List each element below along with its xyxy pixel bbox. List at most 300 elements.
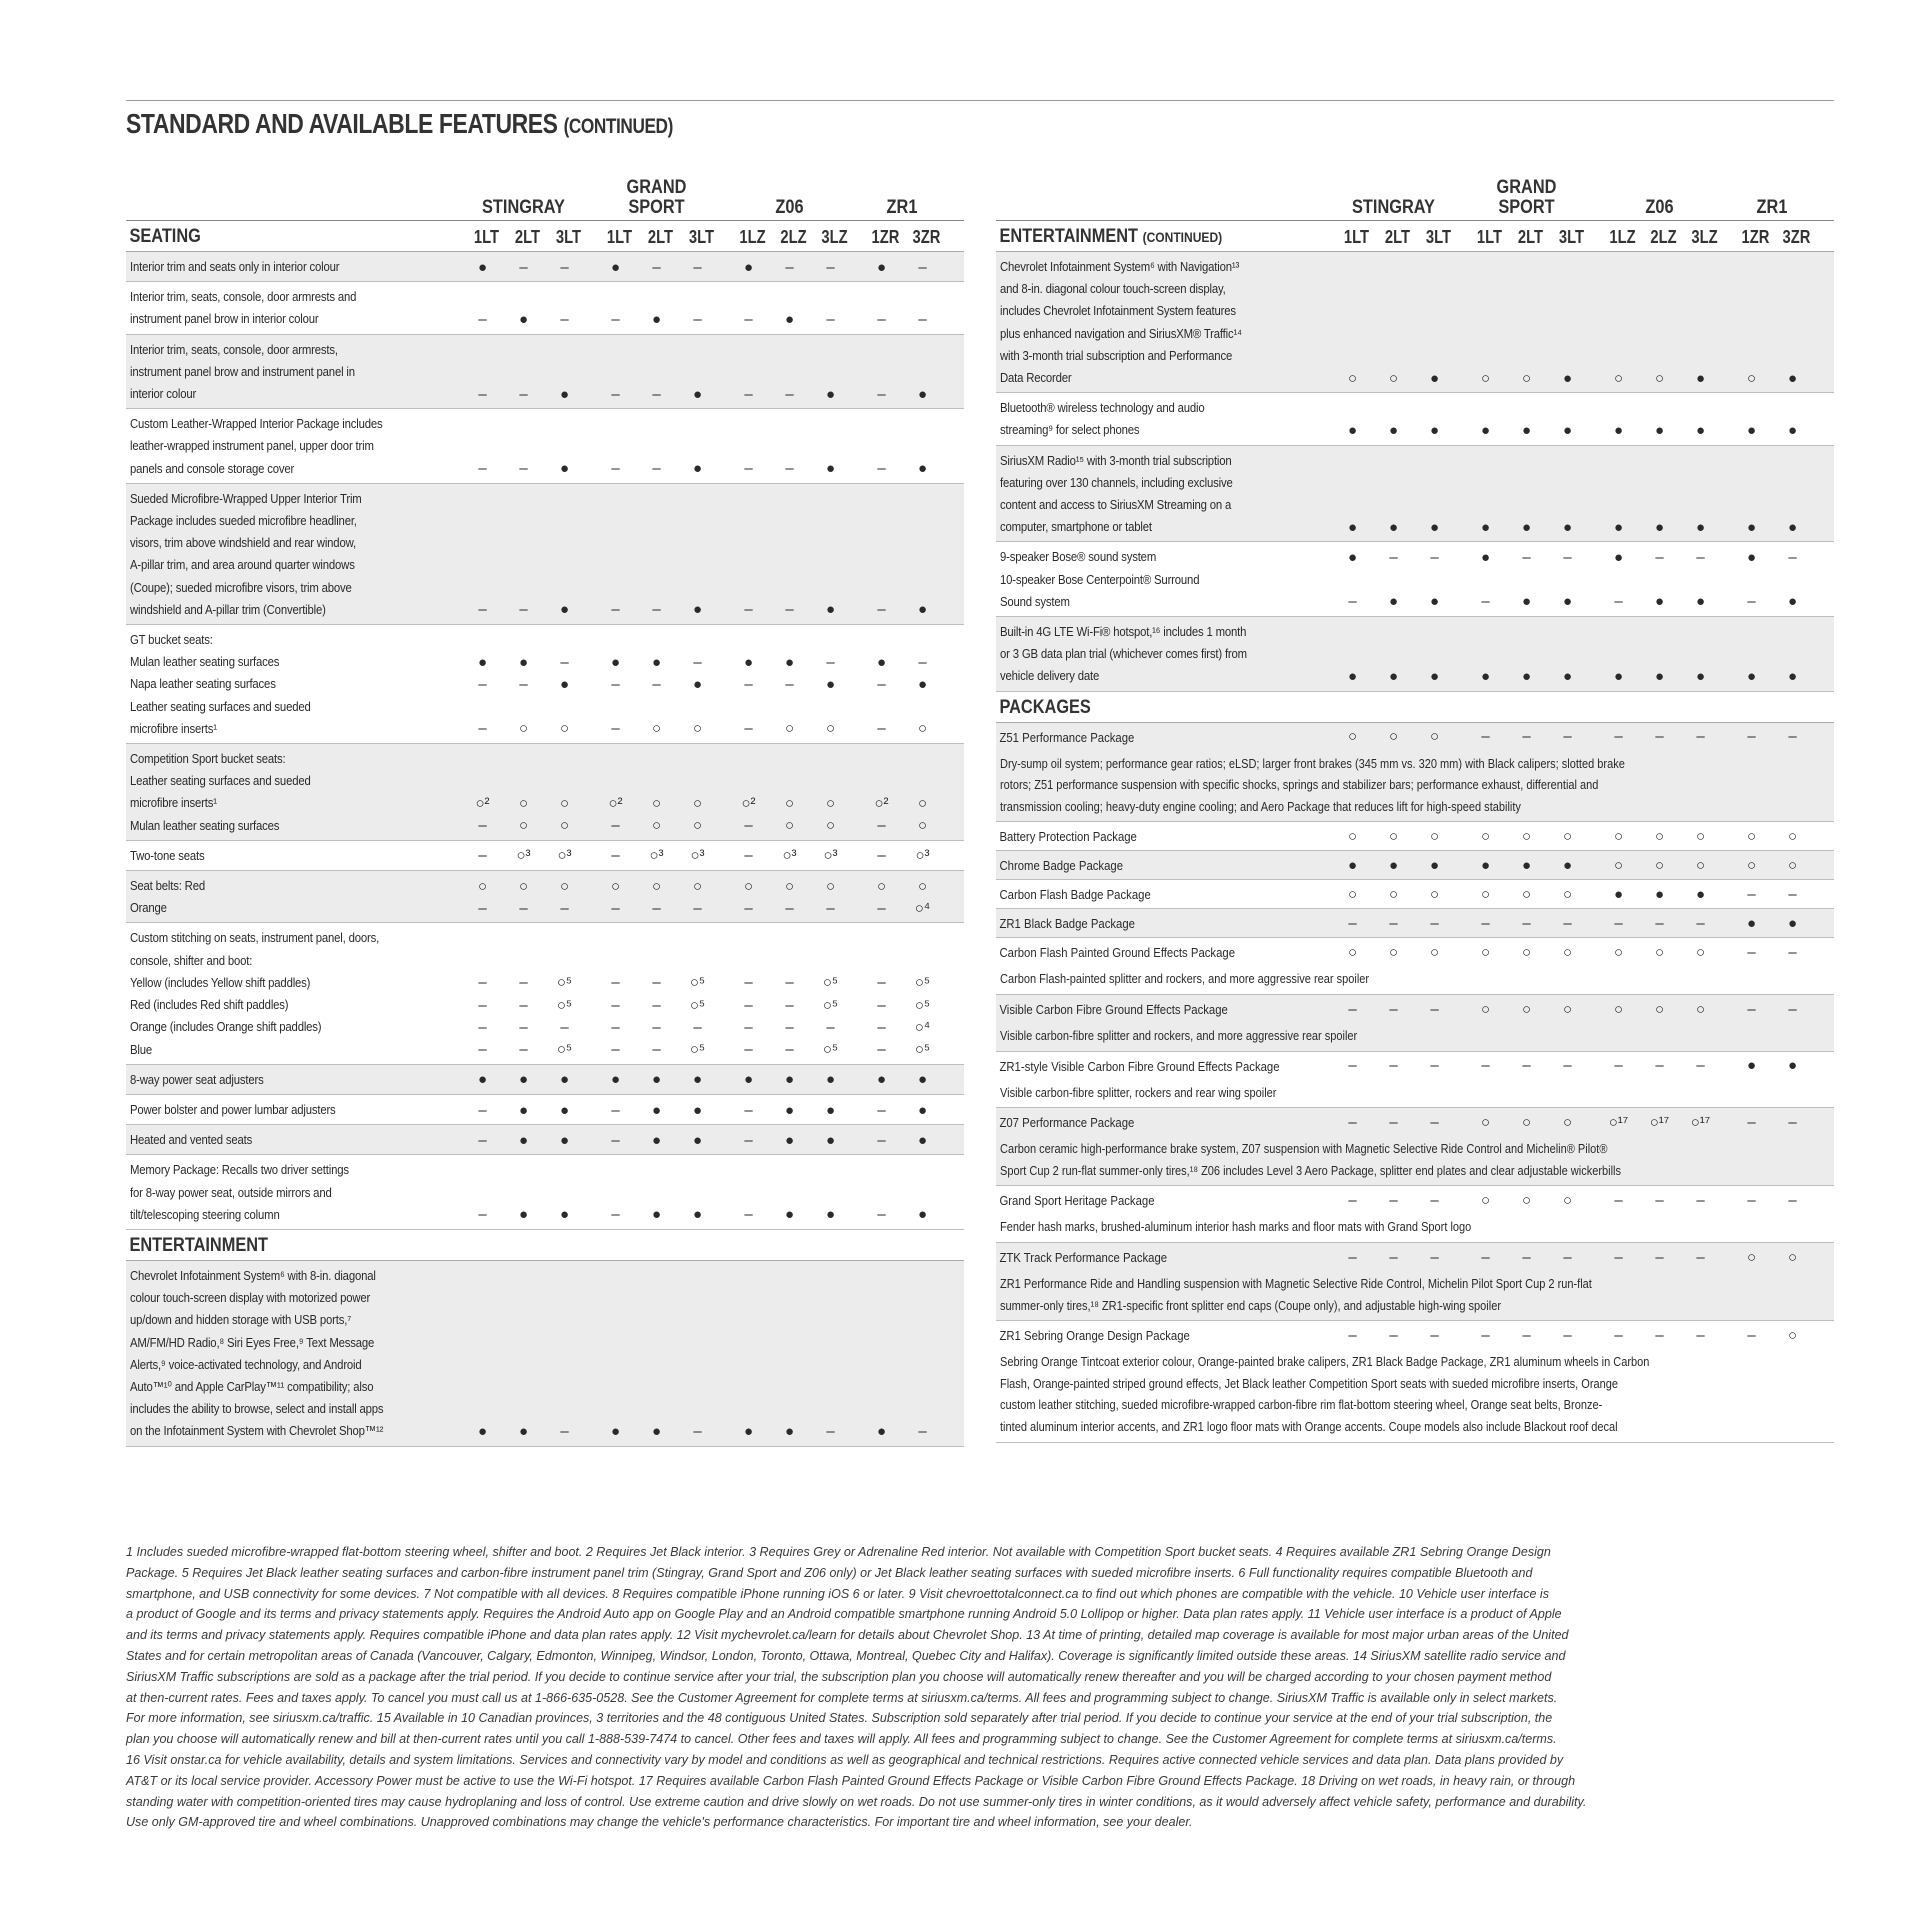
availability-cell: – xyxy=(785,460,794,478)
availability-cell: ● xyxy=(1347,856,1358,874)
feature-label xyxy=(126,1261,462,1446)
feature-cells xyxy=(462,409,943,483)
availability-cell: – xyxy=(918,653,927,671)
availability-cell: ○ xyxy=(1388,943,1399,961)
availability-cell: ● xyxy=(825,1206,836,1224)
availability-cell: ○ xyxy=(1480,369,1491,387)
feature-text: Blue xyxy=(130,1041,153,1057)
package-head xyxy=(996,1108,1834,1136)
feature-text: Chevrolet Infotainment System⁶ with Navigation¹³ xyxy=(1000,259,1240,274)
availability-cell: ● xyxy=(1388,593,1399,611)
availability-cell: ● xyxy=(784,311,795,329)
availability-cell: – xyxy=(1614,1248,1623,1266)
availability-cell: – xyxy=(1430,1191,1439,1209)
package-name: ZR1-style Visible Carbon Fibre Ground Effects Package xyxy=(999,1058,1280,1074)
availability-cell: – xyxy=(744,311,753,329)
availability-cell: ● xyxy=(1695,668,1706,686)
right-feature-table xyxy=(996,170,1834,1443)
feature-label xyxy=(996,617,1332,691)
availability-cell: ● xyxy=(876,1422,887,1440)
package-description xyxy=(996,1023,1834,1051)
availability-cell: – xyxy=(1696,1248,1705,1266)
availability-cell: – xyxy=(478,996,487,1014)
cell-line xyxy=(462,1069,943,1091)
availability-cell: – xyxy=(1655,728,1664,746)
availability-cell: ○ xyxy=(1429,885,1440,903)
availability-cell: – xyxy=(478,676,487,694)
availability-cell: ● xyxy=(825,460,836,478)
availability-cell: ○ xyxy=(1562,827,1573,845)
availability-cell: – xyxy=(611,847,620,865)
availability-cell: ● xyxy=(1654,518,1665,536)
feature-text: GT bucket seats: xyxy=(130,632,213,648)
package-cells xyxy=(1332,880,1813,908)
availability-cell: ● xyxy=(518,1101,529,1119)
feature-text: Interior trim, seats, console, door armrests, xyxy=(130,341,338,357)
availability-cell: – xyxy=(1614,1191,1623,1209)
availability-cell: ● xyxy=(825,601,836,619)
availability-cell: ● xyxy=(651,1422,662,1440)
cell-line xyxy=(462,972,943,994)
feature-label xyxy=(996,252,1332,392)
package-description xyxy=(996,1136,1834,1185)
package-description-line: Fender hash marks, brushed-aluminum interior hash marks and floor mats with Grand Sport logo xyxy=(1000,1219,1472,1235)
availability-cell: ○ xyxy=(1654,1000,1665,1018)
availability-cell: ● xyxy=(518,1131,529,1149)
availability-cell: ● xyxy=(518,653,529,671)
cell-line xyxy=(462,994,943,1016)
availability-cell: ○ xyxy=(1521,369,1532,387)
feature-label xyxy=(126,282,462,333)
column-header xyxy=(996,220,1834,252)
package-description-line: Carbon Flash-painted splitter and rockers, and more aggressive rear spoiler xyxy=(1000,971,1370,987)
availability-cell: ○ xyxy=(825,817,836,835)
availability-cell: ● xyxy=(1654,885,1665,903)
availability-cell: ● xyxy=(1521,856,1532,874)
page-title xyxy=(126,108,673,140)
availability-cell: ● xyxy=(743,1422,754,1440)
availability-cell: – xyxy=(1563,1057,1572,1075)
availability-cell: ○² xyxy=(608,795,623,813)
trim-label: 2LZ xyxy=(780,227,807,247)
footnote-line: plan you choose will automatically renew and bill at then-current rates until you call 1-888-539-7474 to cancel. Other fees and taxes will apply. All fees and programming subject to change. See the Customer Agreement for complete terms at siriusxm.ca/terms. xyxy=(126,1732,1557,1747)
availability-cell: ● xyxy=(825,385,836,403)
availability-cell: ● xyxy=(743,1071,754,1089)
package-row xyxy=(996,851,1834,880)
feature-text: Yellow (includes Yellow shift paddles) xyxy=(130,974,311,990)
availability-cell: ● xyxy=(825,1101,836,1119)
cell-line-empty xyxy=(462,748,943,770)
availability-cell: ● xyxy=(876,258,887,276)
availability-cell: ○ xyxy=(1562,1191,1573,1209)
feature-row xyxy=(996,252,1834,393)
availability-cell: ○ xyxy=(559,877,570,895)
feature-row xyxy=(126,409,964,484)
availability-cell: – xyxy=(918,311,927,329)
availability-cell: – xyxy=(560,311,569,329)
cell-line xyxy=(462,1099,943,1121)
availability-cell: – xyxy=(785,996,794,1014)
availability-cell: – xyxy=(519,996,528,1014)
feature-cells xyxy=(1332,446,1813,542)
availability-cell: – xyxy=(1522,728,1531,746)
feature-cells xyxy=(462,923,943,1063)
availability-cell: ○ xyxy=(1654,827,1665,845)
availability-cell: – xyxy=(1788,885,1797,903)
footnote-line: Package. 5 Requires Jet Black leather seating surfaces and carbon-fibre instrument panel trim (Stingray, Grand Sport and Z06 only) or Jet Black leather seating surfaces with sueded microfibre inserts. 6 Full functionality requires compatible Bluetooth and xyxy=(126,1565,1533,1580)
package-row xyxy=(996,723,1834,823)
availability-cell: ● xyxy=(1347,518,1358,536)
feature-text: colour touch-screen display with motorized power xyxy=(130,1290,371,1306)
availability-cell: ● xyxy=(1654,593,1665,611)
availability-cell: – xyxy=(478,385,487,403)
availability-cell: ○⁵ xyxy=(914,996,931,1014)
availability-cell: – xyxy=(877,385,886,403)
availability-cell: – xyxy=(478,1018,487,1036)
availability-cell: – xyxy=(560,899,569,917)
availability-cell: ○ xyxy=(1654,943,1665,961)
feature-text: includes Chevrolet Infotainment System features xyxy=(1000,303,1236,319)
availability-cell: – xyxy=(693,1422,702,1440)
footnote-line: SiriusXM Traffic subscriptions are sold as a package after the trial period. If you decide to continue service after your trial, the subscription plan you choose will automatically renew thereafter and you will be charged according to your chosen payment method xyxy=(126,1669,1552,1684)
package-description-line: Visible carbon-fibre splitter, rockers and rear wing spoiler xyxy=(1000,1084,1277,1100)
availability-cell: – xyxy=(1696,1326,1705,1344)
package-name: ZTK Track Performance Package xyxy=(999,1250,1168,1265)
availability-cell: – xyxy=(478,1101,487,1119)
page-title-continued: (CONTINUED) xyxy=(563,115,673,138)
availability-cell: ● xyxy=(1521,422,1532,440)
group-header xyxy=(126,170,964,220)
availability-cell: ● xyxy=(1695,422,1706,440)
availability-cell: – xyxy=(744,847,753,865)
availability-cell: ● xyxy=(1787,369,1798,387)
feature-text: Heated and vented seats xyxy=(130,1132,253,1148)
group-label-sport: SPORT xyxy=(628,197,685,218)
availability-cell: ● xyxy=(1746,518,1757,536)
feature-text: for 8-way power seat, outside mirrors and xyxy=(130,1184,332,1200)
availability-cell: ○⁵ xyxy=(556,996,573,1014)
entertainment-section-header xyxy=(126,1230,964,1261)
availability-cell: ○³ xyxy=(557,847,572,865)
package-row xyxy=(996,1108,1834,1186)
availability-cell: – xyxy=(1614,593,1623,611)
availability-cell: ○ xyxy=(1613,943,1624,961)
availability-cell: ○⁵ xyxy=(556,974,573,992)
package-description-line: Sebring Orange Tintcoat exterior colour, Orange-painted brake calipers, ZR1 Black Badge Package, ZR1 aluminum wheels in Carbon xyxy=(1000,1354,1650,1370)
package-description-line: Flash, Orange-painted striped ground effects, Jet Black leather Competition Sport seats with sueded microfibre inserts, Orange xyxy=(1000,1375,1618,1391)
availability-cell: – xyxy=(1430,1000,1439,1018)
feature-cells xyxy=(462,484,943,624)
availability-cell: ● xyxy=(917,1071,928,1089)
availability-cell: ● xyxy=(1521,668,1532,686)
availability-cell: ○ xyxy=(1521,943,1532,961)
section-title-continued: (CONTINUED) xyxy=(1142,229,1223,245)
availability-cell: ● xyxy=(651,311,662,329)
footnote-line: and its terms and privacy statements apply. Requires compatible iPhone and data plan rates apply. 12 Visit mychevrolet.ca/learn for details about Chevrolet Shop. 13 At time of printing, detailed map coverage is available for most major urban areas of the United xyxy=(126,1628,1569,1643)
availability-cell: ○ xyxy=(1347,728,1358,746)
availability-cell: ● xyxy=(1480,518,1491,536)
availability-cell: ○ xyxy=(876,877,887,895)
feature-text: content and access to SiriusXM Streaming on a xyxy=(1000,497,1232,513)
top-rule xyxy=(126,100,1834,101)
availability-cell: ● xyxy=(1429,593,1440,611)
availability-cell: – xyxy=(1348,1248,1357,1266)
feature-row xyxy=(126,252,964,282)
availability-cell: ○ xyxy=(917,720,928,738)
feature-text: Memory Package: Recalls two driver settings xyxy=(130,1162,349,1178)
feature-label xyxy=(126,625,462,743)
feature-cells xyxy=(462,282,943,333)
availability-cell: ○ xyxy=(1695,943,1706,961)
availability-cell: – xyxy=(1389,1113,1398,1131)
package-description xyxy=(996,1349,1834,1441)
availability-cell: ● xyxy=(1521,518,1532,536)
availability-cell: ● xyxy=(1562,518,1573,536)
availability-cell: – xyxy=(744,1041,753,1059)
availability-cell: ○ xyxy=(692,877,703,895)
availability-cell: – xyxy=(519,601,528,619)
availability-cell: – xyxy=(611,1018,620,1036)
availability-cell: ○ xyxy=(1347,943,1358,961)
availability-cell: ○ xyxy=(1787,1248,1798,1266)
feature-row xyxy=(126,484,964,625)
package-name: ZR1 Black Badge Package xyxy=(999,916,1135,932)
availability-cell: ○³ xyxy=(649,847,664,865)
feature-text: instrument panel brow in interior colour xyxy=(130,311,319,327)
availability-cell: ○ xyxy=(1347,885,1358,903)
availability-cell: ● xyxy=(692,1206,703,1224)
availability-cell: ● xyxy=(692,1131,703,1149)
feature-text: console, shifter and boot: xyxy=(130,952,253,968)
availability-cell: ○ xyxy=(743,877,754,895)
availability-cell: ● xyxy=(1562,668,1573,686)
package-name: Chrome Badge Package xyxy=(999,858,1124,874)
package-description-line: Dry-sump oil system; performance gear ratios; eLSD; larger front brakes (345 mm vs. 320 mm) with Black calipers; slotted brake xyxy=(1000,755,1625,771)
availability-cell: ● xyxy=(1562,856,1573,874)
cell-line-empty xyxy=(462,770,943,792)
availability-cell: ● xyxy=(1388,518,1399,536)
availability-cell: ● xyxy=(692,1101,703,1119)
package-row xyxy=(996,1321,1834,1442)
availability-cell: – xyxy=(1348,914,1357,932)
packages-section-header xyxy=(996,692,1834,723)
availability-cell: – xyxy=(1481,1326,1490,1344)
cell-line xyxy=(462,845,943,867)
availability-cell: – xyxy=(1481,593,1490,611)
availability-cell: ● xyxy=(743,653,754,671)
availability-cell: ● xyxy=(1562,593,1573,611)
package-head xyxy=(996,1243,1834,1271)
availability-cell: ○⁵ xyxy=(689,974,706,992)
availability-cell: ● xyxy=(1746,422,1757,440)
cell-line xyxy=(1332,516,1813,538)
feature-row xyxy=(126,871,964,923)
availability-cell: ● xyxy=(917,385,928,403)
availability-cell: – xyxy=(1522,549,1531,567)
feature-label xyxy=(126,744,462,840)
availability-cell: – xyxy=(877,311,886,329)
availability-cell: ○² xyxy=(475,795,490,813)
availability-cell: ● xyxy=(784,1206,795,1224)
availability-cell: ● xyxy=(784,1422,795,1440)
feature-text: microfibre inserts¹ xyxy=(130,720,217,736)
availability-cell: ● xyxy=(1695,593,1706,611)
availability-cell: ○ xyxy=(1480,943,1491,961)
feature-text: Two-tone seats xyxy=(130,847,205,863)
availability-cell: – xyxy=(560,653,569,671)
availability-cell: ○ xyxy=(1480,1113,1491,1131)
availability-cell: ● xyxy=(1388,668,1399,686)
package-row xyxy=(996,880,1834,909)
availability-cell: – xyxy=(1348,1113,1357,1131)
package-head xyxy=(996,851,1834,879)
section-title-text: ENTERTAINMENT xyxy=(999,226,1139,247)
cell-line-empty xyxy=(462,696,943,718)
availability-cell: – xyxy=(744,996,753,1014)
feature-text: Auto™¹⁰ and Apple CarPlay™¹¹ compatibility; also xyxy=(130,1378,374,1394)
availability-cell: – xyxy=(1655,1057,1664,1075)
availability-cell: – xyxy=(744,720,753,738)
cell-line-empty xyxy=(462,950,943,972)
footnote-line: standing water with competition-oriented tires may cause hydroplaning and loss of control. Use extreme caution and drive slowly on wet roads. Do not use summer-only tires in winter conditions, as it would adversely affect vehicle safety, performance and durability. xyxy=(126,1794,1587,1809)
availability-cell: ● xyxy=(477,1422,488,1440)
cell-line xyxy=(462,673,943,695)
feature-text: streaming⁹ for select phones xyxy=(1000,422,1140,438)
package-row xyxy=(996,938,1834,995)
availability-cell: – xyxy=(652,996,661,1014)
package-name: Grand Sport Heritage Package xyxy=(999,1193,1155,1209)
availability-cell: – xyxy=(877,847,886,865)
feature-cells xyxy=(462,871,943,922)
availability-cell: – xyxy=(877,1131,886,1149)
availability-cell: ○¹⁷ xyxy=(1690,1113,1711,1131)
package-row xyxy=(996,1052,1834,1109)
package-head xyxy=(996,880,1834,908)
availability-cell: – xyxy=(1389,549,1398,567)
availability-cell: ○³ xyxy=(516,847,531,865)
availability-cell: – xyxy=(652,676,661,694)
availability-cell: ○ xyxy=(825,795,836,813)
availability-cell: – xyxy=(1430,549,1439,567)
feature-cells xyxy=(1332,252,1813,392)
availability-cell: – xyxy=(519,1018,528,1036)
group-label-zr1: ZR1 xyxy=(886,197,918,218)
availability-cell: ○⁴ xyxy=(914,899,931,917)
availability-cell: – xyxy=(1348,1326,1357,1344)
availability-cell: ● xyxy=(651,1206,662,1224)
availability-cell: ○ xyxy=(784,720,795,738)
availability-cell: – xyxy=(652,460,661,478)
availability-cell: – xyxy=(560,258,569,276)
feature-text: vehicle delivery date xyxy=(1000,668,1100,684)
availability-cell: – xyxy=(478,1206,487,1224)
availability-cell: – xyxy=(1747,728,1756,746)
availability-cell: ● xyxy=(917,1206,928,1224)
availability-cell: ● xyxy=(1429,668,1440,686)
package-head xyxy=(996,1052,1834,1080)
feature-cells xyxy=(462,1125,943,1154)
feature-text: Interior trim and seats only in interior colour xyxy=(130,259,340,274)
availability-cell: – xyxy=(478,1131,487,1149)
package-row xyxy=(996,995,1834,1052)
availability-cell: ● xyxy=(1429,369,1440,387)
availability-cell: ● xyxy=(518,311,529,329)
availability-cell: – xyxy=(519,899,528,917)
availability-cell: ○ xyxy=(1480,1000,1491,1018)
availability-cell: – xyxy=(877,720,886,738)
cell-line xyxy=(462,897,943,919)
availability-cell: ● xyxy=(559,1131,570,1149)
availability-cell: – xyxy=(652,1041,661,1059)
package-description-line: transmission cooling; heavy-duty engine cooling; and Aero Package that reduces lift for high-speed stability xyxy=(1000,798,1521,814)
cell-line xyxy=(1332,665,1813,687)
availability-cell: ○ xyxy=(518,877,529,895)
group-header xyxy=(996,170,1834,220)
availability-cell: – xyxy=(611,385,620,403)
trim-label: 3LT xyxy=(1425,227,1452,247)
feature-text: Red (includes Red shift paddles) xyxy=(130,997,289,1013)
trim-label: 3LT xyxy=(1558,227,1585,247)
availability-cell: ● xyxy=(1787,422,1798,440)
package-head xyxy=(996,723,1834,751)
availability-cell: – xyxy=(785,899,794,917)
availability-cell: ○ xyxy=(1562,943,1573,961)
package-cells xyxy=(1332,851,1813,879)
availability-cell: – xyxy=(744,817,753,835)
availability-cell: – xyxy=(611,1206,620,1224)
availability-cell: – xyxy=(1747,1000,1756,1018)
cell-line xyxy=(462,1129,943,1151)
package-cells xyxy=(1332,1186,1813,1214)
availability-cell: – xyxy=(1348,593,1357,611)
feature-text: (Coupe); sueded microfibre visors, trim above xyxy=(130,579,352,595)
availability-cell: ● xyxy=(917,460,928,478)
availability-cell: – xyxy=(611,311,620,329)
package-name: Z07 Performance Package xyxy=(999,1115,1135,1131)
cell-line xyxy=(1332,546,1813,568)
feature-text: Orange xyxy=(130,900,167,916)
feature-text: up/down and hidden storage with USB ports,⁷ xyxy=(130,1312,352,1328)
availability-cell: ○ xyxy=(1613,369,1624,387)
package-description-line: Sport Cup 2 run-flat summer-only tires,¹⁸ Z06 includes Level 3 Aero Package, splitter end plates and clear adjustable wickerbills xyxy=(1000,1162,1621,1178)
package-name: Carbon Flash Badge Package xyxy=(999,887,1151,903)
availability-cell: – xyxy=(785,258,794,276)
feature-text: on the Infotainment System with Chevrolet Shop™¹² xyxy=(130,1423,384,1439)
footnote-line: For more information, see siriusxm.ca/traffic. 15 Available in 10 Canadian provinces, 3 territories and the 48 contiguous United States. Subscription sold separately after trial period. If you decide to continue your service at the end of your trial subscription, the xyxy=(126,1711,1553,1726)
feature-row xyxy=(126,841,964,871)
availability-cell: – xyxy=(744,601,753,619)
availability-cell: – xyxy=(693,258,702,276)
availability-cell: ● xyxy=(651,1101,662,1119)
availability-cell: – xyxy=(877,1101,886,1119)
availability-cell: ○ xyxy=(1521,1000,1532,1018)
feature-text: Mulan leather seating surfaces xyxy=(130,654,280,670)
feature-row xyxy=(126,923,964,1064)
availability-cell: – xyxy=(785,601,794,619)
package-cells xyxy=(1332,822,1813,850)
group-label-stingray: STINGRAY xyxy=(1352,197,1435,218)
availability-cell: ● xyxy=(1562,369,1573,387)
section-title xyxy=(126,226,418,251)
feature-text: Data Recorder xyxy=(1000,370,1072,386)
availability-cell: ○ xyxy=(1562,885,1573,903)
availability-cell: – xyxy=(744,676,753,694)
availability-cell: – xyxy=(611,601,620,619)
feature-row xyxy=(126,1125,964,1155)
availability-cell: – xyxy=(652,899,661,917)
section-title-text: PACKAGES xyxy=(999,696,1091,718)
availability-cell: ○ xyxy=(1388,827,1399,845)
